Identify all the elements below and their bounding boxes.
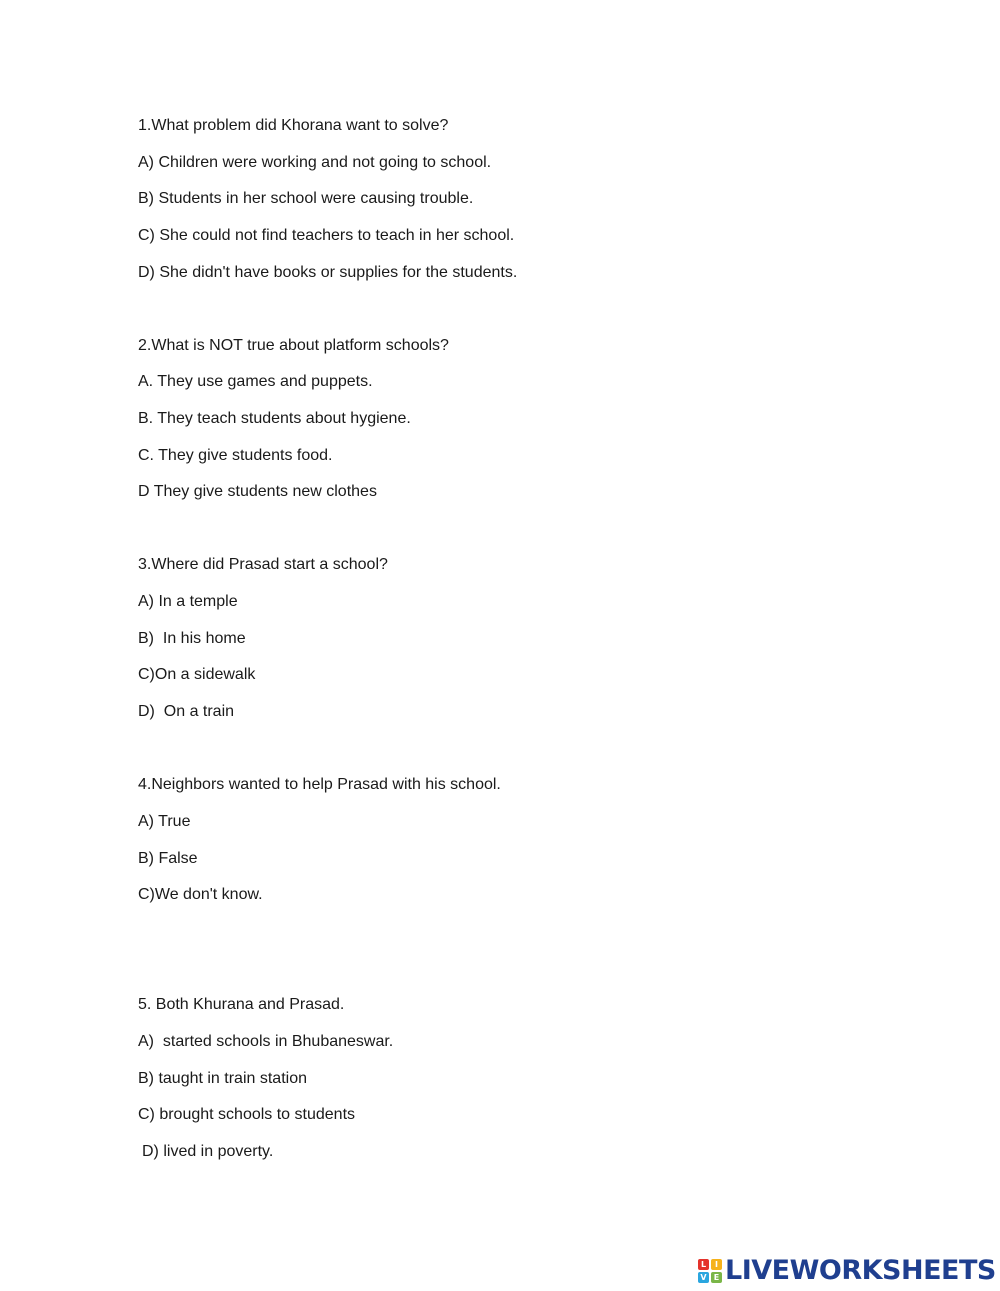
question-1-option-a: A) Children were working and not going to school. — [138, 154, 492, 171]
logo-block-l: L — [698, 1259, 709, 1270]
question-1-option-c: C) She could not find teachers to teach in her school. — [138, 227, 515, 244]
question-3-option-d: D) On a train — [138, 703, 235, 720]
question-4-option-b: B) False — [138, 850, 198, 867]
question-2-prompt: 2.What is NOT true about platform schools? — [138, 337, 449, 354]
question-4-option-a: A) True — [138, 813, 191, 830]
question-2-option-c: C. They give students food. — [138, 447, 333, 464]
question-5-option-b: B) taught in train station — [138, 1070, 307, 1087]
question-2-option-d: D They give students new clothes — [138, 483, 377, 500]
question-1-prompt: 1.What problem did Khorana want to solve? — [138, 117, 449, 134]
liveworksheets-logo — [698, 1254, 996, 1288]
question-4-prompt: 4.Neighbors wanted to help Prasad with his school. — [138, 776, 501, 793]
logo-block-i: I — [711, 1259, 722, 1270]
question-5-option-a: A) started schools in Bhubaneswar. — [138, 1033, 394, 1050]
question-3-option-a: A) In a temple — [138, 593, 238, 610]
question-5-prompt: 5. Both Khurana and Prasad. — [138, 996, 345, 1013]
question-2-option-a: A. They use games and puppets. — [138, 373, 373, 390]
question-1-option-b: B) Students in her school were causing trouble. — [138, 190, 474, 207]
question-4-option-c: C)We don't know. — [138, 886, 263, 903]
question-3-prompt: 3.Where did Prasad start a school? — [138, 556, 388, 573]
question-5-option-c: C) brought schools to students — [138, 1106, 356, 1123]
logo-wordmark: LIVEWORKSHEETS — [725, 1255, 996, 1286]
logo-block-e: E — [711, 1272, 722, 1283]
question-3-option-b: B) In his home — [138, 630, 246, 647]
question-3-option-c: C)On a sidewalk — [138, 666, 256, 683]
question-5-option-d: D) lived in poverty. — [142, 1143, 274, 1160]
question-1-option-d: D) She didn't have books or supplies for the students. — [138, 264, 518, 281]
question-2-option-b: B. They teach students about hygiene. — [138, 410, 411, 427]
live-blocks-icon — [698, 1259, 722, 1283]
logo-block-v: V — [698, 1272, 709, 1283]
